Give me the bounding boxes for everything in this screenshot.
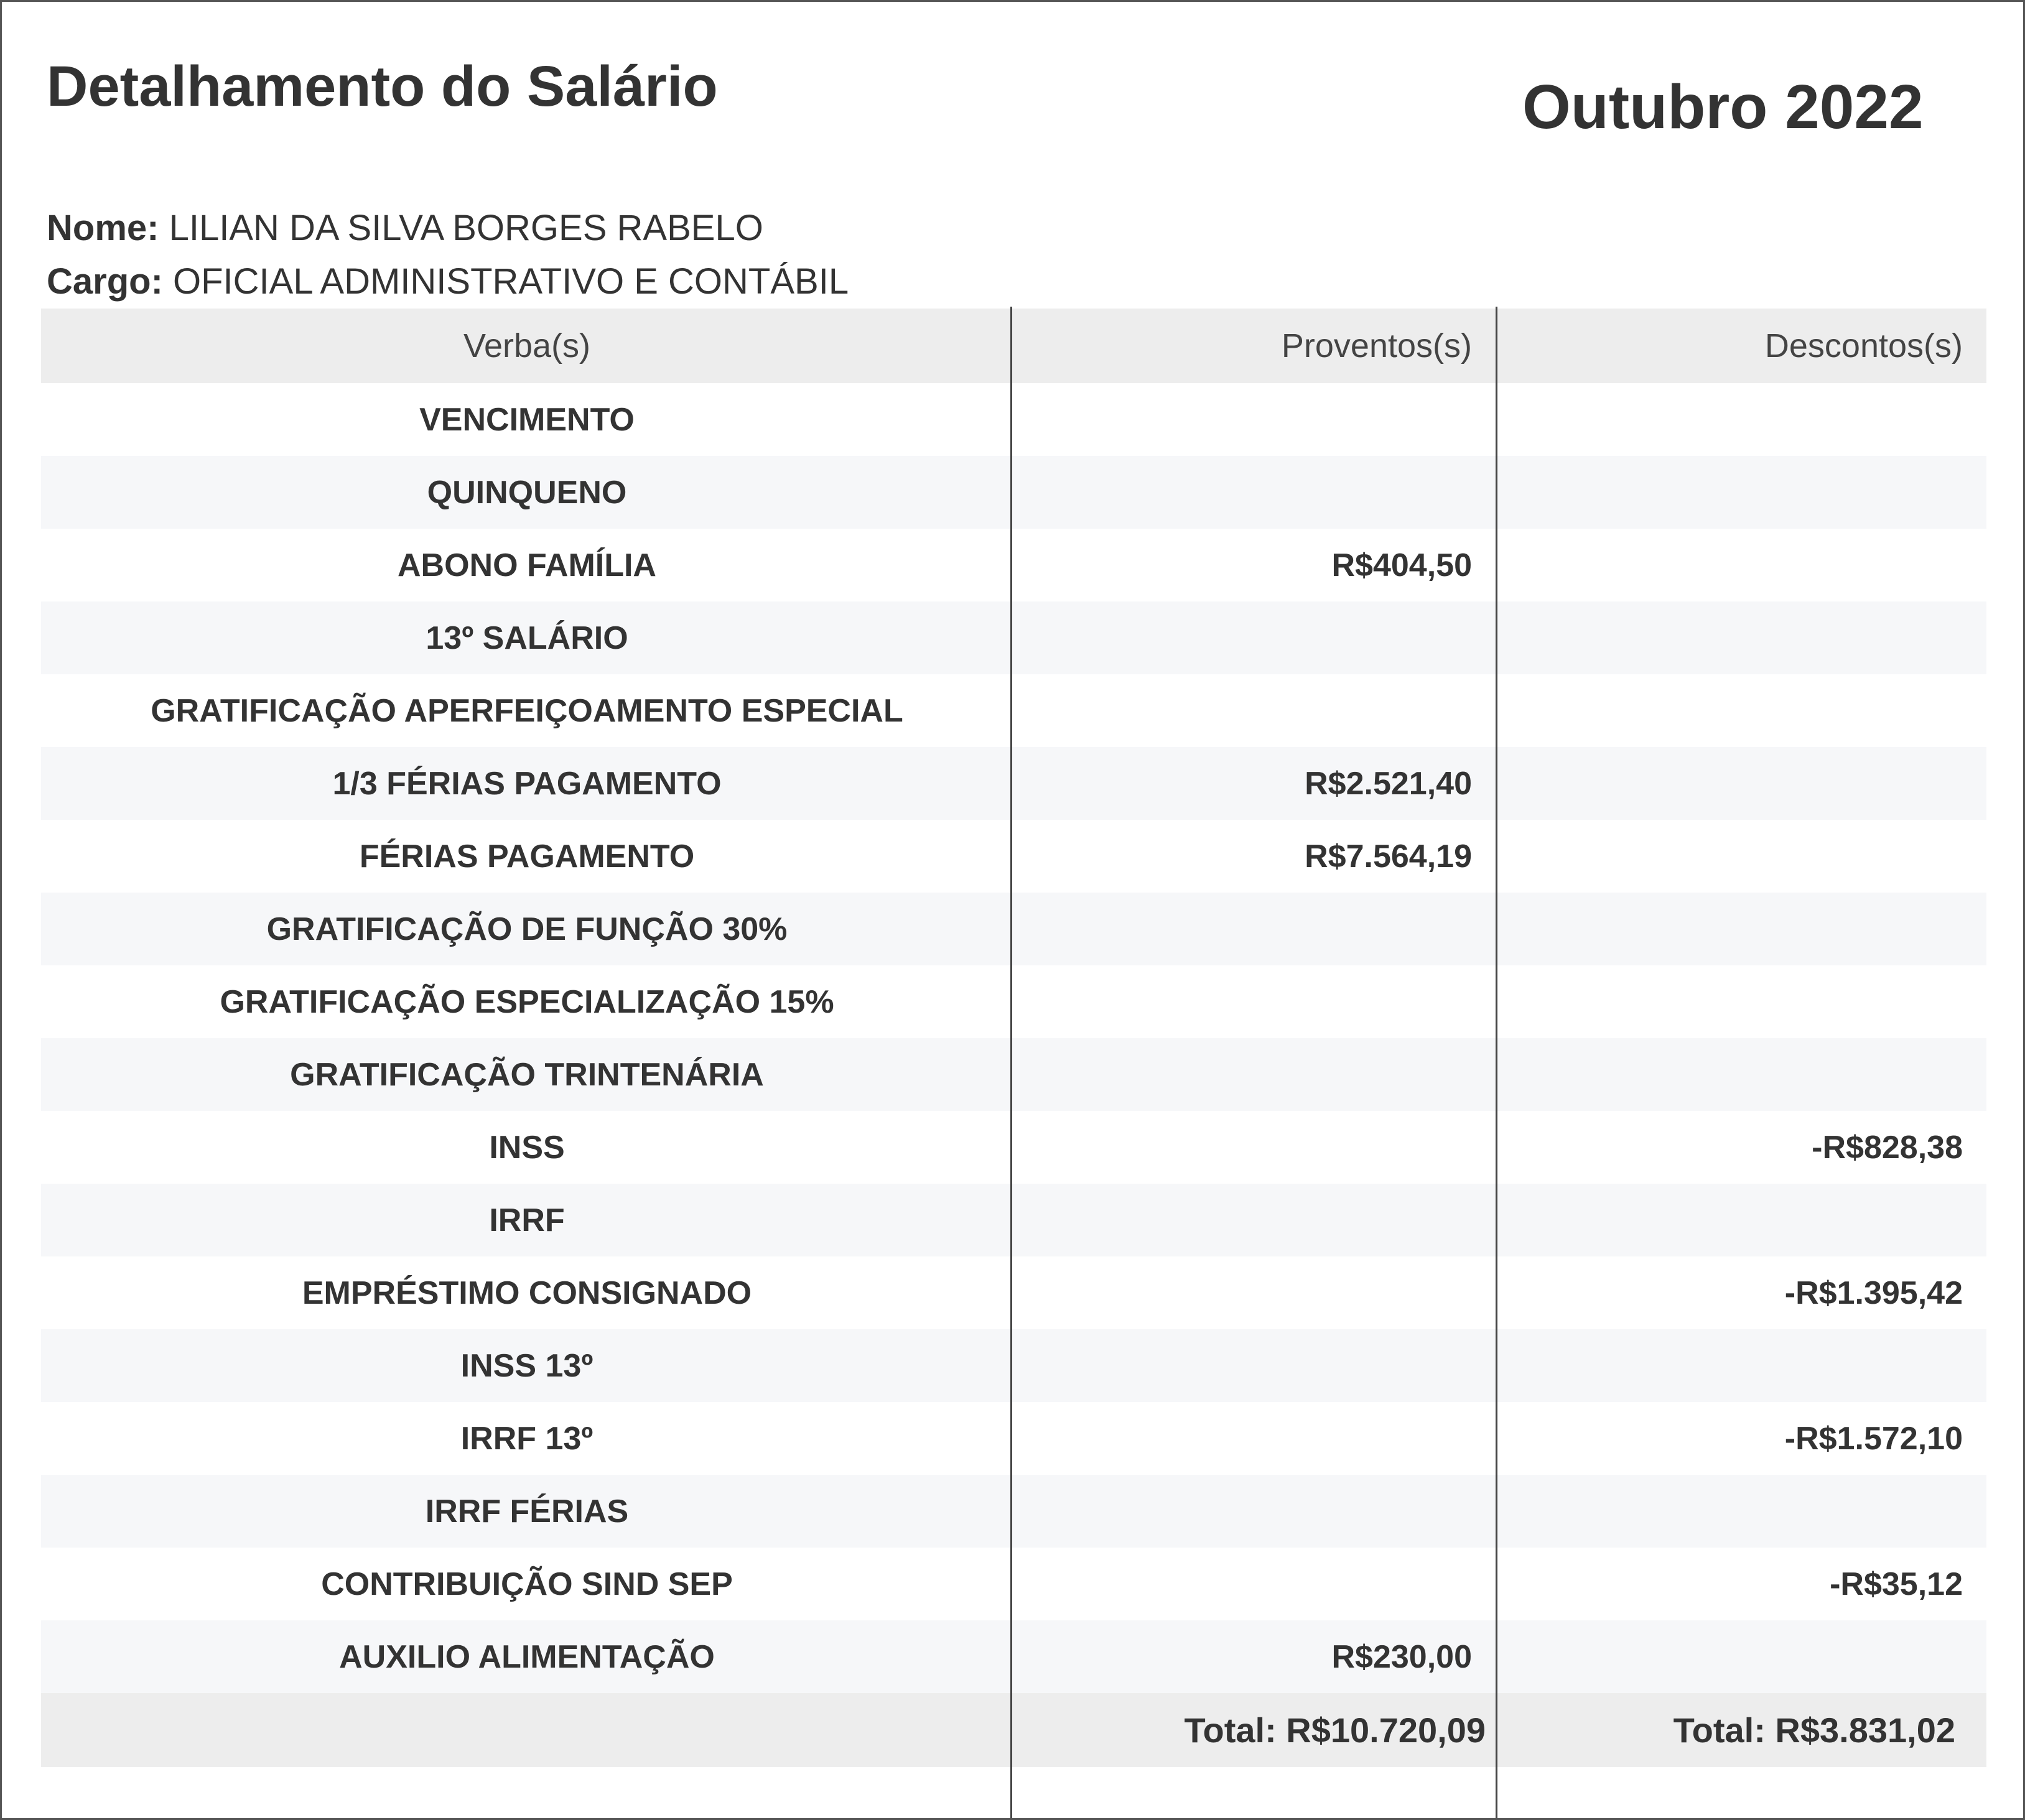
verba-cell: IRRF 13º — [460, 1420, 594, 1457]
employee-name-line — [47, 207, 763, 249]
verba-cell: 1/3 FÉRIAS PAGAMENTO — [332, 765, 722, 802]
salary-table — [41, 309, 1986, 1767]
desconto-cell: -R$1.395,42 — [1784, 1274, 1963, 1311]
table-row — [41, 1620, 1986, 1693]
provento-cell — [1013, 1111, 1498, 1184]
role-label: Cargo: — [47, 261, 163, 302]
provento-cell: R$230,00 — [1331, 1638, 1472, 1675]
table-row — [41, 747, 1986, 820]
totals-row — [41, 1693, 1986, 1767]
verba-cell: INSS — [489, 1129, 565, 1166]
desconto-cell: -R$35,12 — [1830, 1566, 1963, 1602]
column-header-verba: Verba(s) — [463, 327, 591, 364]
provento-cell — [1013, 1038, 1498, 1111]
verba-cell: VENCIMENTO — [419, 401, 635, 438]
provento-cell — [1013, 1402, 1498, 1475]
desconto-cell — [1498, 1329, 1986, 1402]
verba-cell: IRRF FÉRIAS — [425, 1493, 629, 1530]
provento-cell — [1013, 893, 1498, 965]
period-label: Outubro 2022 — [1522, 72, 1924, 142]
provento-cell — [1013, 1256, 1498, 1329]
table-row — [41, 1184, 1986, 1256]
table-row — [41, 674, 1986, 747]
desconto-cell — [1498, 529, 1986, 601]
verba-cell: 13º SALÁRIO — [426, 620, 628, 656]
verba-cell: CONTRIBUIÇÃO SIND SEP — [321, 1566, 733, 1602]
table-row — [41, 965, 1986, 1038]
table-row — [41, 383, 1986, 456]
table-row — [41, 529, 1986, 601]
verba-cell: GRATIFICAÇÃO ESPECIALIZAÇÃO 15% — [220, 983, 834, 1020]
verba-cell: EMPRÉSTIMO CONSIGNADO — [302, 1274, 752, 1311]
employee-role: OFICIAL ADMINISTRATIVO E CONTÁBIL — [173, 261, 849, 302]
provento-cell — [1013, 1548, 1498, 1620]
table-row — [41, 601, 1986, 674]
total-proventos: Total: R$10.720,09 — [1184, 1711, 1486, 1750]
table-row — [41, 1111, 1986, 1184]
page-title: Detalhamento do Salário — [47, 55, 718, 118]
desconto-cell — [1498, 820, 1986, 893]
table-row — [41, 1038, 1986, 1111]
desconto-cell — [1498, 1038, 1986, 1111]
provento-cell — [1013, 1184, 1498, 1256]
desconto-cell: -R$1.572,10 — [1784, 1420, 1963, 1457]
desconto-cell — [1498, 893, 1986, 965]
name-label: Nome: — [47, 208, 159, 248]
provento-cell: R$2.521,40 — [1305, 765, 1472, 802]
desconto-cell — [1498, 674, 1986, 747]
provento-cell — [1013, 965, 1498, 1038]
desconto-cell — [1498, 1475, 1986, 1548]
column-header-descontos: Descontos(s) — [1764, 327, 1963, 364]
desconto-cell: -R$828,38 — [1812, 1129, 1963, 1166]
table-row — [41, 1402, 1986, 1475]
provento-cell — [1013, 674, 1498, 747]
column-divider — [1496, 307, 1497, 1818]
employee-name: LILIAN DA SILVA BORGES RABELO — [169, 208, 763, 248]
desconto-cell — [1498, 1184, 1986, 1256]
column-divider — [1010, 307, 1012, 1818]
table-row — [41, 1256, 1986, 1329]
provento-cell — [1013, 456, 1498, 529]
provento-cell — [1013, 601, 1498, 674]
verba-cell: GRATIFICAÇÃO TRINTENÁRIA — [290, 1056, 764, 1093]
total-descontos: Total: R$3.831,02 — [1673, 1711, 1955, 1750]
verba-cell: GRATIFICAÇÃO DE FUNÇÃO 30% — [266, 911, 788, 947]
table-row — [41, 1475, 1986, 1548]
desconto-cell — [1498, 383, 1986, 456]
table-row — [41, 820, 1986, 893]
verba-cell: FÉRIAS PAGAMENTO — [359, 838, 695, 875]
desconto-cell — [1498, 965, 1986, 1038]
verba-cell: INSS 13º — [460, 1347, 594, 1384]
desconto-cell — [1498, 601, 1986, 674]
verba-cell: IRRF — [489, 1202, 565, 1238]
table-body — [41, 383, 1986, 1693]
verba-cell: AUXILIO ALIMENTAÇÃO — [339, 1638, 715, 1675]
table-row — [41, 1548, 1986, 1620]
table-row — [41, 456, 1986, 529]
column-header-proventos: Proventos(s) — [1281, 327, 1472, 364]
table-row — [41, 1329, 1986, 1402]
employee-role-line — [47, 261, 849, 302]
desconto-cell — [1498, 747, 1986, 820]
provento-cell — [1013, 1475, 1498, 1548]
desconto-cell — [1498, 456, 1986, 529]
provento-cell — [1013, 1329, 1498, 1402]
desconto-cell — [1498, 1620, 1986, 1693]
verba-cell: GRATIFICAÇÃO APERFEIÇOAMENTO ESPECIAL — [151, 692, 903, 729]
provento-cell: R$7.564,19 — [1305, 838, 1472, 875]
verba-cell: QUINQUENO — [427, 474, 627, 511]
totals-label-cell — [41, 1693, 1013, 1767]
table-header — [41, 309, 1986, 383]
verba-cell: ABONO FAMÍLIA — [398, 547, 656, 583]
table-row — [41, 893, 1986, 965]
provento-cell — [1013, 383, 1498, 456]
provento-cell: R$404,50 — [1331, 547, 1472, 583]
